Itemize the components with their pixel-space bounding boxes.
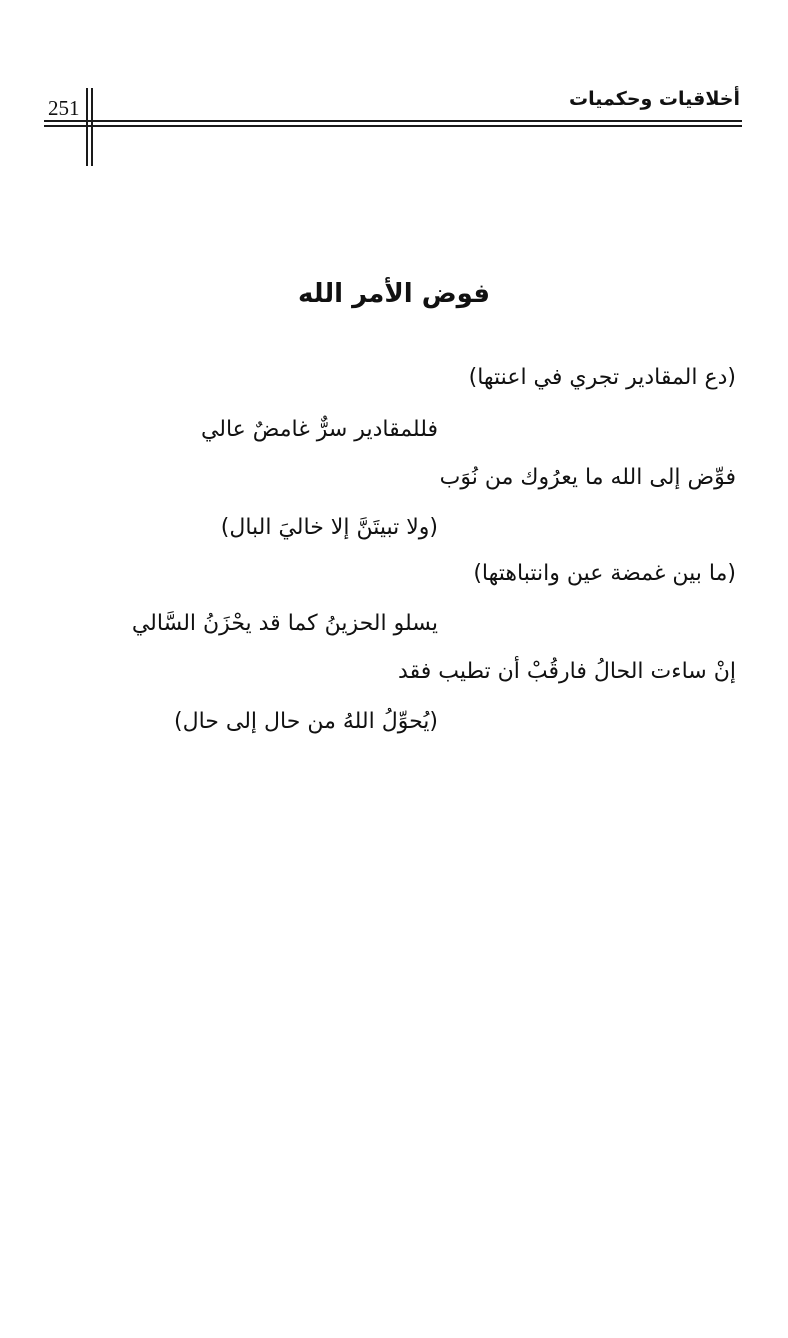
verse-line-3: فوِّض إلى الله ما يعرُوك من نُوَب (439, 465, 736, 490)
verse-line-5: (ما بين غمضة عين وانتباهتها) (473, 561, 736, 586)
verse-line-6: يسلو الحزينُ كما قد يحْزَنُ السَّالي (131, 611, 438, 636)
verse-line-4: (ولا تبيتَنَّ إلا خاليَ البال) (220, 515, 438, 540)
poem-title: فوض الأمر الله (297, 279, 490, 309)
verse-line-2: فللمقادير سرٌّ غامضٌ عالي (200, 417, 438, 442)
running-title: أخلاقيات وحكميات (569, 88, 740, 110)
verse-line-8: (يُحوِّلُ اللهُ من حال إلى حال) (174, 709, 438, 734)
page-number: 251 (48, 96, 80, 120)
header-divider-right (91, 88, 93, 166)
verse-line-1: (دع المقادير تجري في اعنتها) (468, 365, 736, 390)
header-divider-left (86, 88, 88, 166)
header-rule-bottom (44, 125, 742, 127)
verse-line-7: إنْ ساءت الحالُ فارقُبْ أن تطيب فقد (398, 659, 736, 684)
header-rule-top (44, 120, 742, 122)
